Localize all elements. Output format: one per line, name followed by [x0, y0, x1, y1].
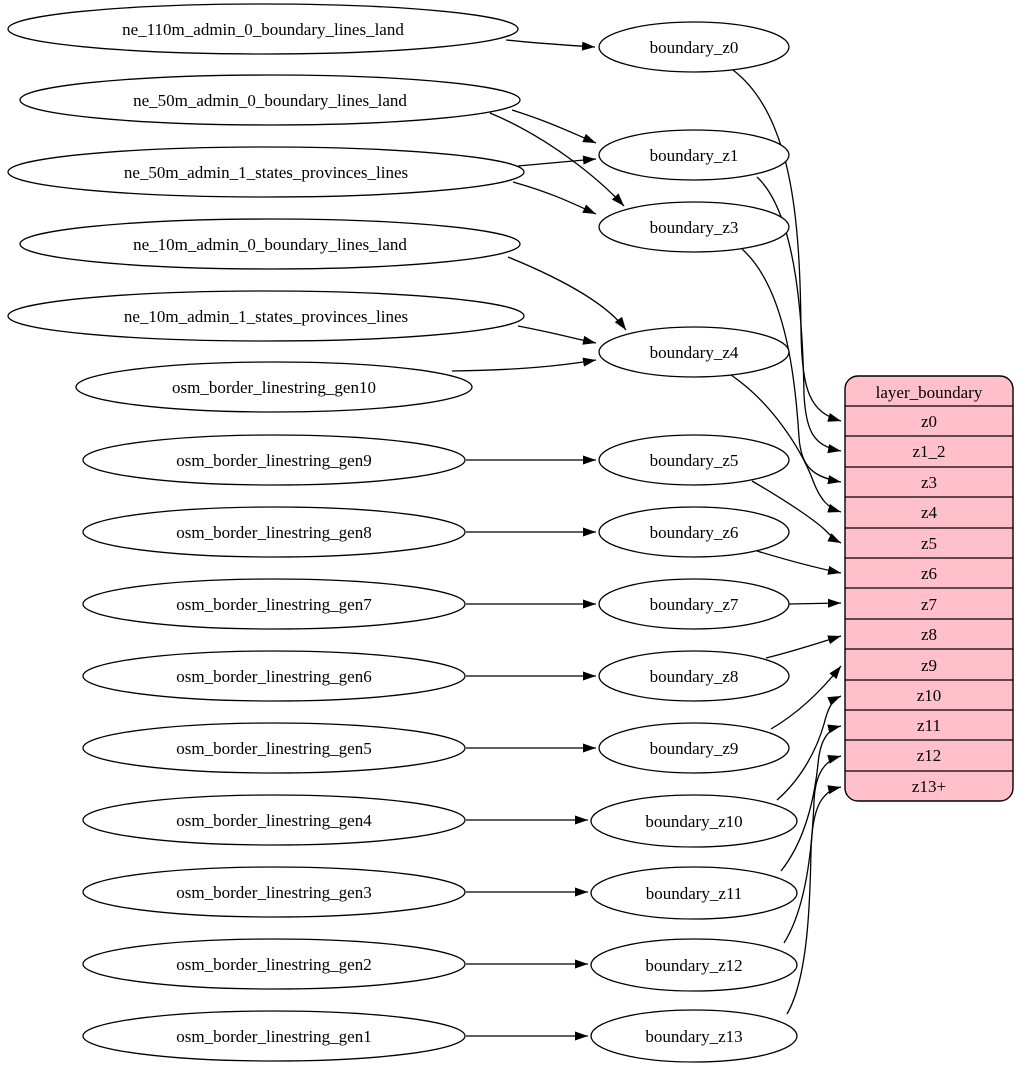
transform-node-boundary-z1 [599, 130, 789, 180]
source-node-osm-border-linestring-gen6 [83, 651, 465, 701]
transform-label: boundary_z1 [649, 146, 739, 165]
table-row-z5: z5 [920, 534, 938, 553]
table-title: layer_boundary [875, 383, 983, 402]
source-label: osm_border_linestring_gen7 [176, 595, 372, 614]
source-label: osm_border_linestring_gen1 [176, 1027, 372, 1046]
transform-node-boundary-z7 [599, 579, 789, 629]
table-row-z12: z12 [916, 746, 942, 765]
transform-label: boundary_z13 [645, 1027, 743, 1046]
table-row-z13plus: z13+ [911, 777, 947, 796]
transform-label: boundary_z4 [649, 343, 739, 362]
table-row-z1-2: z1_2 [912, 442, 946, 461]
source-node-osm-border-linestring-gen1 [83, 1011, 465, 1061]
transform-label: boundary_z11 [645, 884, 743, 903]
edge-ne110m-to-boundary-z0 [506, 40, 595, 47]
transform-label: boundary_z9 [649, 739, 739, 758]
source-label: ne_10m_admin_1_states_provinces_lines [123, 307, 409, 326]
edge-gen10-to-boundary-z4 [452, 360, 596, 371]
transform-node-boundary-z8 [599, 651, 789, 701]
edge-ne50m-a1-to-boundary-z3 [513, 182, 596, 214]
source-node-ne-10m-admin-1-states-provinces-lines [8, 291, 524, 341]
source-node-osm-border-linestring-gen10 [76, 362, 472, 412]
transform-label: boundary_z10 [645, 812, 743, 831]
table-row-z11: z11 [917, 716, 941, 735]
source-node-osm-border-linestring-gen2 [83, 939, 465, 989]
table-row-z9: z9 [920, 656, 938, 675]
transform-label: boundary_z5 [649, 451, 739, 470]
table-row-z0: z0 [920, 412, 938, 431]
transform-node-boundary-z9 [599, 723, 789, 773]
table-row-z8: z8 [920, 625, 938, 644]
transform-node-boundary-z11 [591, 867, 797, 919]
transform-node-boundary-z4 [599, 327, 789, 377]
source-node-ne-50m-admin-0-boundary-lines-land [20, 75, 520, 125]
source-label: osm_border_linestring_gen6 [176, 667, 372, 686]
transform-label: boundary_z12 [645, 956, 743, 975]
table-row-z10: z10 [916, 686, 942, 705]
table-row-z3: z3 [920, 473, 938, 492]
transform-node-boundary-z3 [599, 202, 789, 252]
source-node-osm-border-linestring-gen9 [83, 435, 465, 485]
transform-node-boundary-z0 [599, 22, 789, 72]
source-node-ne-50m-admin-1-states-provinces-lines [8, 147, 524, 197]
source-label: osm_border_linestring_gen8 [176, 523, 372, 542]
source-label: ne_10m_admin_0_boundary_lines_land [133, 235, 407, 254]
source-label: osm_border_linestring_gen4 [176, 811, 372, 830]
source-label: ne_110m_admin_0_boundary_lines_land [122, 20, 404, 39]
edge-boundary-z6-to-row-z6 [757, 551, 841, 573]
table-row-z7: z7 [920, 595, 938, 614]
source-label: ne_50m_admin_0_boundary_lines_land [133, 91, 407, 110]
edge-boundary-z8-to-row-z8 [766, 636, 841, 658]
edge-ne10m-a1-to-boundary-z4 [518, 326, 596, 343]
edge-ne10m-a0-to-boundary-z4 [508, 257, 626, 330]
transform-node-boundary-z13 [591, 1010, 797, 1062]
transform-label: boundary_z0 [649, 38, 739, 57]
source-nodes [8, 4, 524, 1061]
transform-label: boundary_z3 [649, 218, 739, 237]
transform-node-boundary-z10 [591, 795, 797, 847]
transform-node-boundary-z12 [591, 939, 797, 991]
source-node-osm-border-linestring-gen3 [83, 867, 465, 917]
source-label: osm_border_linestring_gen5 [176, 739, 372, 758]
source-label: ne_50m_admin_1_states_provinces_lines [123, 163, 409, 182]
layer-boundary-table [845, 376, 1013, 801]
source-node-osm-border-linestring-gen5 [83, 723, 465, 773]
transform-label: boundary_z8 [649, 667, 739, 686]
transform-nodes [591, 22, 797, 1062]
source-label: osm_border_linestring_gen10 [172, 378, 376, 397]
table-row-z6: z6 [920, 564, 938, 583]
source-label: osm_border_linestring_gen3 [176, 883, 372, 902]
source-node-ne-110m-admin-0-boundary-lines-land [8, 4, 518, 54]
edge-ne50m-a1-to-boundary-z1 [518, 159, 596, 166]
source-node-osm-border-linestring-gen7 [83, 579, 465, 629]
source-label: osm_border_linestring_gen2 [176, 955, 372, 974]
source-node-osm-border-linestring-gen8 [83, 507, 465, 557]
transform-node-boundary-z5 [599, 435, 789, 485]
edge-ne50m-a0-to-boundary-z1 [512, 110, 596, 143]
source-node-ne-10m-admin-0-boundary-lines-land [20, 219, 520, 269]
table-row-z4: z4 [920, 503, 938, 522]
transform-label: boundary_z7 [649, 595, 739, 614]
transform-label: boundary_z6 [649, 523, 739, 542]
edge-boundary-z7-to-row-z7 [789, 603, 841, 604]
transform-node-boundary-z6 [599, 507, 789, 557]
source-label: osm_border_linestring_gen9 [176, 451, 372, 470]
source-node-osm-border-linestring-gen4 [83, 795, 465, 845]
